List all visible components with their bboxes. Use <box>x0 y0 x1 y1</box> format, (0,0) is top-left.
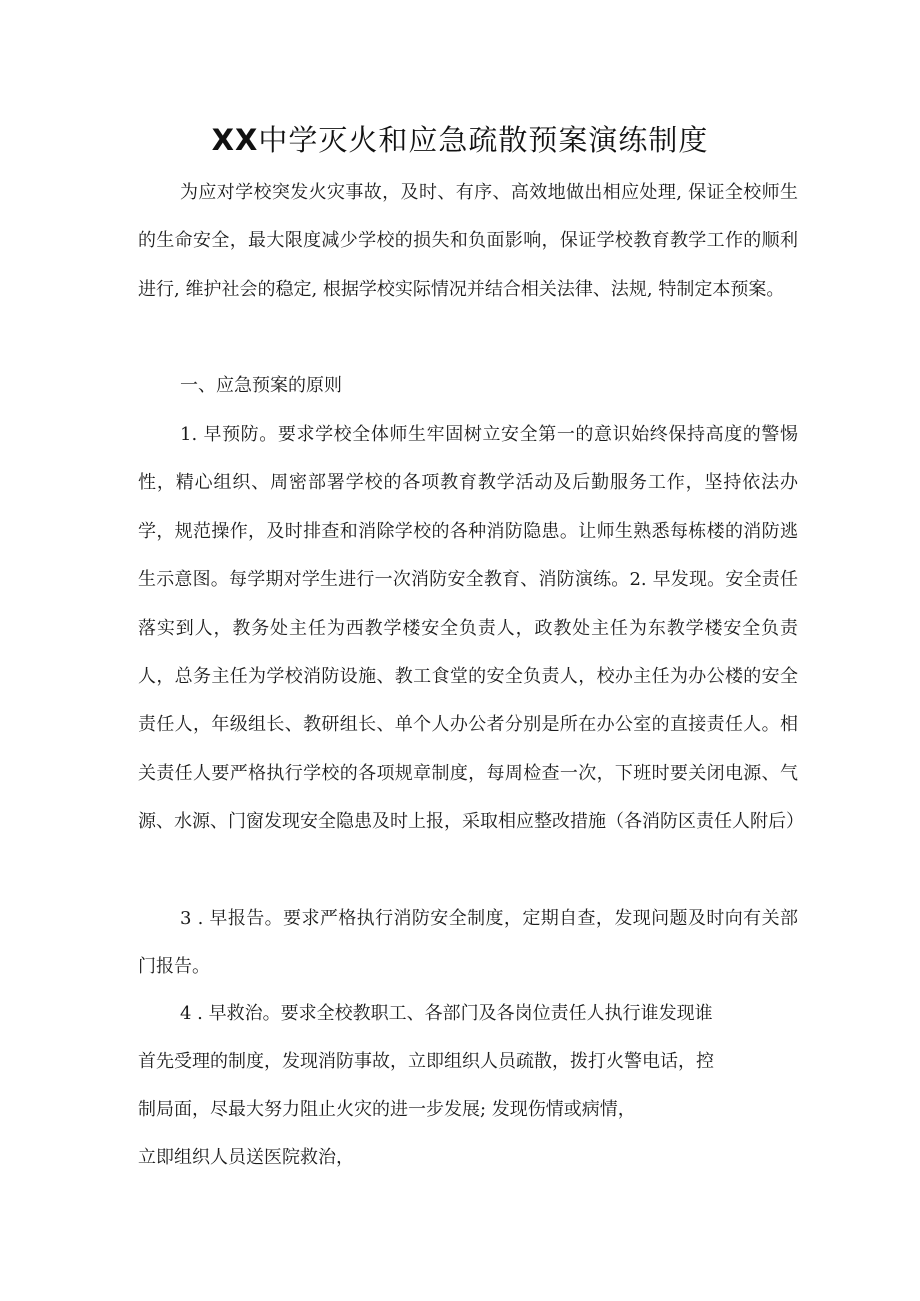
section-heading: 一、应急预案的原则 <box>180 375 342 396</box>
item-4-line-1: 4 . 早救治。要求全校教职工、各部门及各岗位责任人执行谁发现谁 <box>180 1003 713 1024</box>
item-4-line-2: 首先受理的制度，发现消防事故，立即组织人员疏散，拨打火警电话，控 <box>138 1051 714 1072</box>
title-rest: 中学灭火和应急疏散预案演练制度 <box>258 123 709 157</box>
item-1-2-paragraph: 1. 早预防。要求学校全体师生牢固树立安全第一的意识始终保持高度的警惕性，精心组织、周密部署学校的各项教育教学活动及后勤服务工作，坚持依法办学，规范操作，及时排查和消除学校的各种消防隐患。让师生熟悉每栋楼的消防逃生示意图。每学期对学生进行一次消防安全教育、消防演练。2. 早发现。安全责任落实到人，教务处主任为西教学楼安全负责人，政教处主任为东教学楼安全负责人，总务主任为学校消防设施、教工食堂的安全负责人，校办主任为办公楼的安全责任人，年级组长、教研组长、单个人办公者分别是所在办公室的直接责任人。相关责任人要严格执行学校的各项规章制度，每周检查一次，下班时要关闭电源、气源、水源、门窗发现安全隐患及时上报，采取相应整改措施（各消防区责任人附后） <box>138 424 804 833</box>
item-4-line-3: 制局面，尽最大努力阻止火灾的进一步发展; 发现伤情或病情， <box>138 1099 636 1120</box>
item-4-line-4: 立即组织人员送医院救治， <box>138 1147 354 1168</box>
document-title <box>0 118 920 162</box>
title-prefix: XX <box>211 123 259 157</box>
item-3-paragraph: 3 . 早报告。要求严格执行消防安全制度，定期自查，发现问题及时向有关部门报告。 <box>138 908 798 978</box>
intro-paragraph: 为应对学校突发火灾事故，及时、有序、高效地做出相应处理, 保证全校师生的生命安全，最大限度减少学校的损失和负面影响，保证学校教育教学工作的顺利进行, 维护社会的稳定, 根据学校实际情况并结合相关法律、法规, 特制定本预案。 <box>138 182 798 300</box>
